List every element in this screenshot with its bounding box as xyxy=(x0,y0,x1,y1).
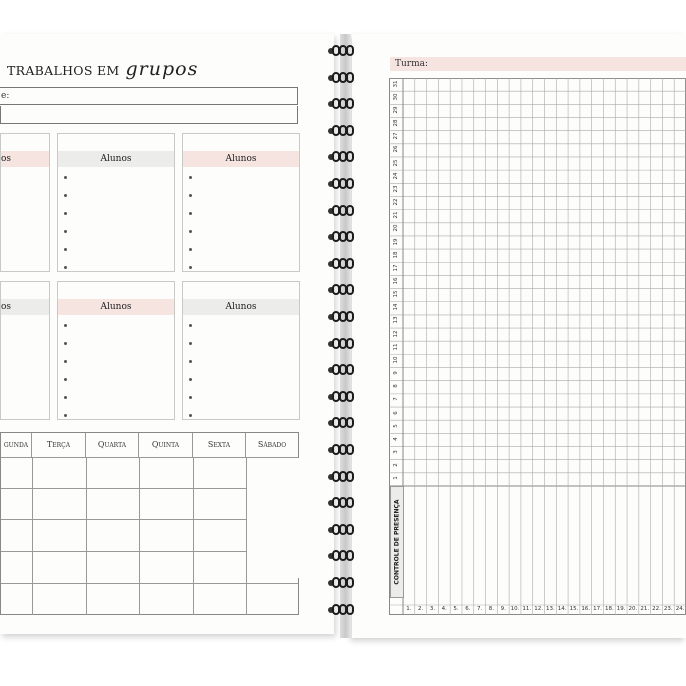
title-script: grupos xyxy=(125,58,199,80)
student-number: 2. xyxy=(418,606,424,612)
day-number: 14 xyxy=(393,303,399,311)
schedule-rule xyxy=(139,457,140,615)
day-number: 13 xyxy=(393,316,399,324)
group-card xyxy=(0,133,50,272)
bullet-point xyxy=(64,266,67,269)
spiral-ring xyxy=(326,150,360,164)
day-number: 24 xyxy=(393,172,399,180)
attendance-grid xyxy=(389,78,686,615)
student-number: 8. xyxy=(488,606,495,612)
student-number: 16. xyxy=(581,606,591,612)
student-number: 5. xyxy=(453,606,459,612)
turma-label: Turma: xyxy=(395,59,429,69)
name-field xyxy=(0,87,298,105)
schedule-rule xyxy=(1,583,298,584)
group-card xyxy=(182,133,300,272)
student-number: 12. xyxy=(534,606,543,612)
spiral-ring xyxy=(326,603,360,617)
spiral-ring xyxy=(326,257,360,271)
schedule-day-header: Sexta xyxy=(193,433,246,457)
student-number: 1. xyxy=(406,606,412,612)
spiral-ring xyxy=(326,443,360,457)
bullet-list xyxy=(189,176,192,284)
spiral-ring xyxy=(326,549,360,563)
day-number: 6 xyxy=(393,410,399,415)
ring-loop xyxy=(346,577,354,588)
bullet-point xyxy=(64,396,67,399)
bullet-point xyxy=(189,396,192,399)
ring-loop xyxy=(346,125,354,136)
student-number: 17. xyxy=(593,606,602,612)
bullet-point xyxy=(64,248,67,251)
day-number: 11 xyxy=(393,343,399,351)
day-number: 29 xyxy=(393,106,399,114)
schedule-day-header: Quarta xyxy=(86,433,139,457)
bullet-list xyxy=(64,176,67,284)
spiral-ring xyxy=(326,496,360,510)
student-number: 19. xyxy=(616,606,626,612)
student-number: 13. xyxy=(546,606,555,612)
ring-loop xyxy=(346,338,354,349)
spiral-ring xyxy=(326,363,360,377)
ring-loop xyxy=(346,45,354,56)
group-card-header: Alunos xyxy=(183,151,299,167)
student-number: 15. xyxy=(569,606,579,612)
group-card-header: os xyxy=(1,299,49,315)
ring-loop xyxy=(346,550,354,561)
ring-loop xyxy=(346,524,354,535)
bullet-point xyxy=(189,212,192,215)
ring-loop xyxy=(346,444,354,455)
day-number: 31 xyxy=(393,80,399,88)
spiral-ring xyxy=(326,44,360,58)
bullet-point xyxy=(64,176,67,179)
day-number: 15 xyxy=(393,290,399,298)
spiral-ring xyxy=(326,416,360,430)
day-number: 18 xyxy=(393,251,399,259)
turma-field xyxy=(390,57,686,71)
day-number: 17 xyxy=(393,264,399,272)
ring-loop xyxy=(346,417,354,428)
bullet-list xyxy=(189,324,192,432)
day-number: 22 xyxy=(393,198,399,206)
day-number: 10 xyxy=(393,356,399,364)
group-card xyxy=(57,281,175,420)
bullet-point xyxy=(189,378,192,381)
spiral-ring xyxy=(326,71,360,85)
ring-loop xyxy=(346,98,354,109)
ring-loop xyxy=(346,205,354,216)
spiral-ring xyxy=(326,390,360,404)
bullet-point xyxy=(189,360,192,363)
spiral-ring xyxy=(326,576,360,590)
name-field-line xyxy=(0,106,298,124)
bullet-point xyxy=(64,360,67,363)
bullet-point xyxy=(189,194,192,197)
student-number: 11. xyxy=(522,606,532,612)
day-number: 1 xyxy=(393,476,399,481)
ring-loop xyxy=(346,364,354,375)
group-card-header: Alunos xyxy=(58,151,174,167)
bullet-list xyxy=(64,324,67,432)
bullet-point xyxy=(189,414,192,417)
schedule-day-header: Terça xyxy=(32,433,86,457)
group-card-header: Alunos xyxy=(58,299,174,315)
ring-loop xyxy=(346,258,354,269)
bullet-point xyxy=(189,230,192,233)
day-number: 25 xyxy=(393,159,399,167)
ring-loop xyxy=(346,72,354,83)
day-number: 26 xyxy=(393,145,399,153)
day-number: 30 xyxy=(393,93,399,101)
group-card-header: Alunos xyxy=(183,299,299,315)
spiral-ring xyxy=(326,470,360,484)
attendance-control-label xyxy=(390,486,404,598)
day-number: 5 xyxy=(393,424,399,428)
day-number: 23 xyxy=(393,185,399,193)
spiral-ring xyxy=(326,177,360,191)
schedule-day-header: Sábado xyxy=(257,440,287,449)
schedule-rule xyxy=(32,457,33,615)
day-number: 20 xyxy=(393,224,399,232)
group-card xyxy=(0,281,50,420)
schedule-day-header: gunda xyxy=(1,433,32,457)
student-number: 7. xyxy=(477,606,483,612)
student-number: 22. xyxy=(652,606,661,612)
page-title xyxy=(7,58,198,80)
bullet-point xyxy=(189,324,192,327)
schedule-rule xyxy=(86,457,87,615)
group-card xyxy=(182,281,300,420)
day-number: 4 xyxy=(393,437,399,441)
bullet-point xyxy=(64,324,67,327)
weekly-schedule xyxy=(0,432,299,615)
student-number: 21. xyxy=(640,606,650,612)
day-number: 19 xyxy=(393,238,399,246)
bullet-point xyxy=(64,414,67,417)
student-number: 23. xyxy=(663,606,673,612)
bullet-point xyxy=(189,248,192,251)
name-field-label: e: xyxy=(1,91,10,101)
ring-loop xyxy=(346,178,354,189)
bullet-point xyxy=(64,212,67,215)
student-number: 20. xyxy=(628,606,638,612)
spiral-ring xyxy=(326,310,360,324)
ring-loop xyxy=(346,471,354,482)
spiral-ring xyxy=(326,283,360,297)
grid-frame xyxy=(390,79,686,615)
ring-loop xyxy=(346,604,354,615)
day-number: 21 xyxy=(393,211,399,219)
student-number: 4. xyxy=(441,606,447,612)
day-number: 8 xyxy=(393,384,399,389)
spiral-ring xyxy=(326,337,360,351)
bullet-point xyxy=(64,194,67,197)
ring-loop xyxy=(346,284,354,295)
bullet-point xyxy=(64,230,67,233)
day-number: 12 xyxy=(393,330,399,338)
day-number: 7 xyxy=(393,397,399,402)
spiral-ring xyxy=(326,97,360,111)
bullet-point xyxy=(64,342,67,345)
group-card-header: os xyxy=(1,151,49,167)
group-card xyxy=(57,133,175,272)
day-number: 16 xyxy=(393,277,399,285)
student-number: 6. xyxy=(465,606,471,612)
bullet-point xyxy=(189,342,192,345)
ring-loop xyxy=(346,231,354,242)
bullet-point xyxy=(189,266,192,269)
spiral-ring xyxy=(326,204,360,218)
ring-loop xyxy=(346,391,354,402)
attendance-control-text: CONTROLE DE PRESENÇA xyxy=(393,499,401,585)
title-prefix: TRABALHOS EM xyxy=(7,63,120,78)
schedule-rule xyxy=(193,457,194,615)
student-number: 18. xyxy=(604,606,614,612)
day-number: 2 xyxy=(393,463,399,467)
student-number: 24. xyxy=(675,606,685,612)
student-number: 10. xyxy=(510,606,520,612)
schedule-day-header: Quinta xyxy=(139,433,193,457)
spiral-ring xyxy=(326,523,360,537)
blank-cell xyxy=(247,458,299,578)
student-number: 3. xyxy=(429,606,436,612)
student-number: 14. xyxy=(557,606,567,612)
day-number: 3 xyxy=(393,450,399,454)
spiral-ring xyxy=(326,124,360,138)
ring-loop xyxy=(346,311,354,322)
ring-loop xyxy=(346,497,354,508)
day-number: 9 xyxy=(393,371,399,375)
day-number: 27 xyxy=(393,132,399,140)
spiral-ring xyxy=(326,230,360,244)
ring-loop xyxy=(346,151,354,162)
bullet-point xyxy=(189,176,192,179)
bullet-point xyxy=(64,378,67,381)
student-number: 9. xyxy=(500,606,506,612)
day-number: 28 xyxy=(393,119,399,127)
